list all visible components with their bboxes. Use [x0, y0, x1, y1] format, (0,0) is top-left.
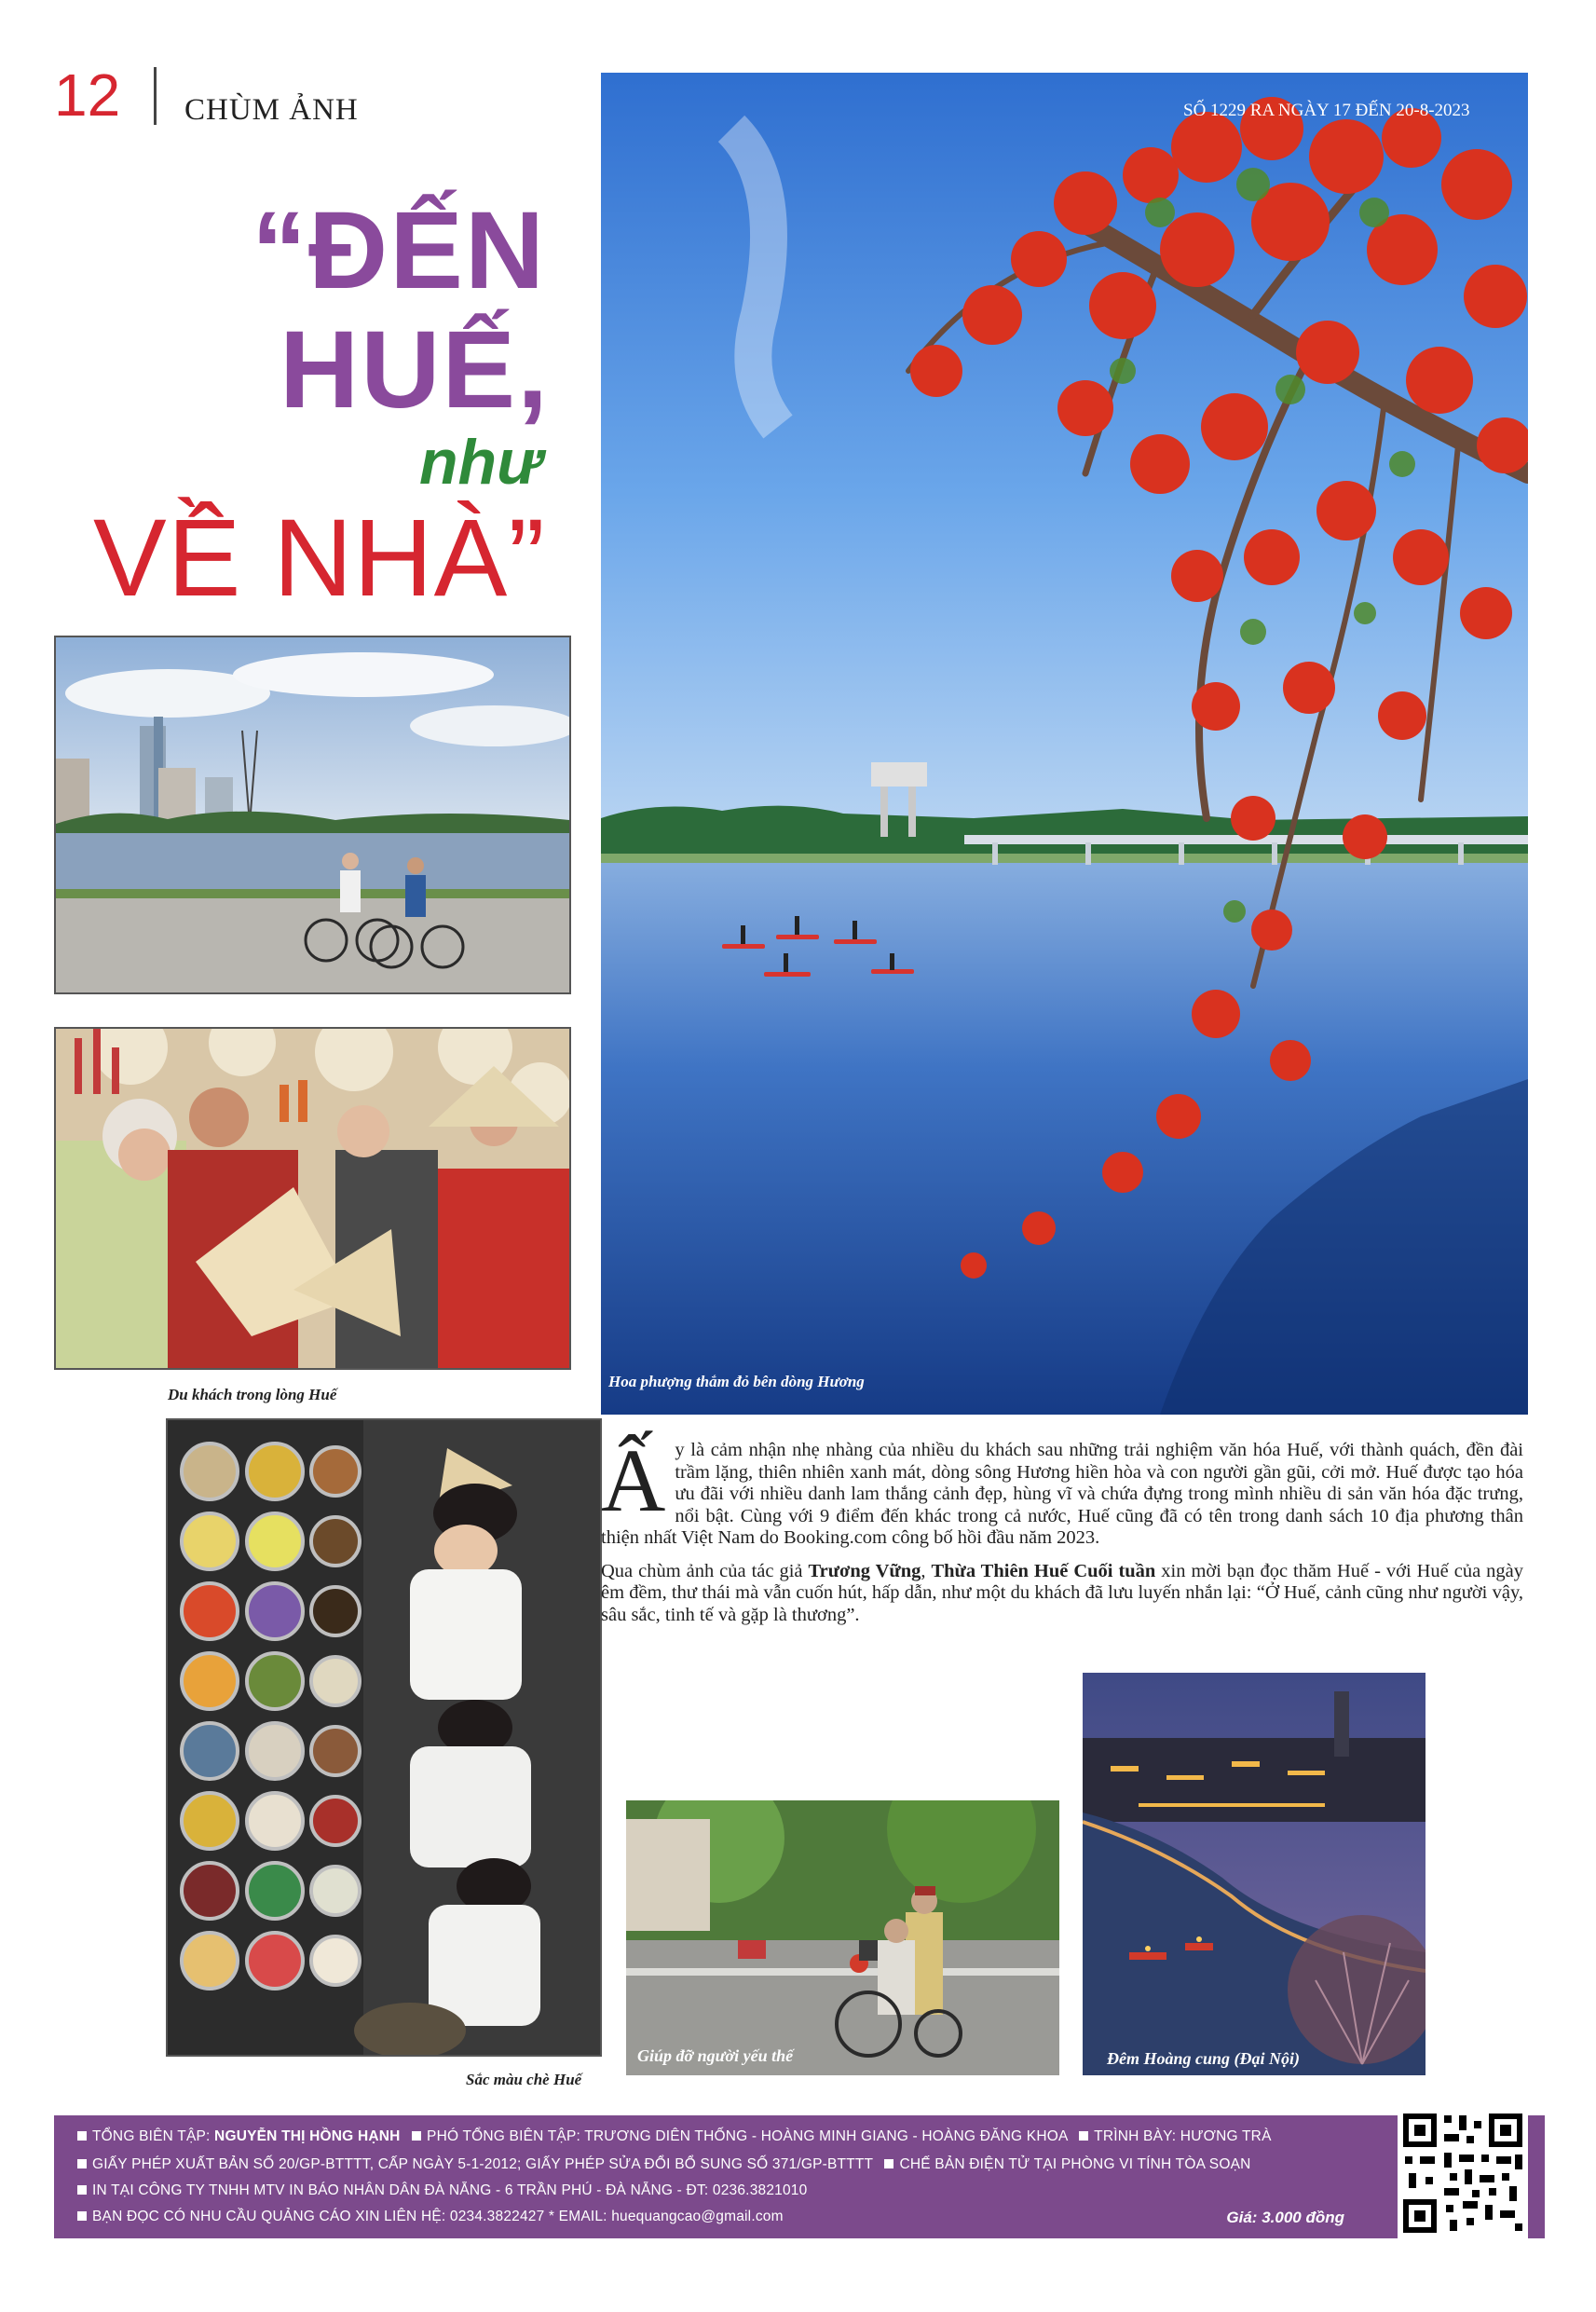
- flamboyant-river-scene: [601, 73, 1528, 1415]
- headline-line-2: HUẾ,: [280, 308, 550, 431]
- ad-email[interactable]: huequangcao@gmail.com: [611, 2209, 784, 2224]
- price-label: Giá: 3.000 đồng: [1226, 2209, 1344, 2226]
- photo-che: [166, 1418, 602, 2057]
- footer-line-1: TỔNG BIÊN TẬP: NGUYỄN THỊ HỒNG HẠNH PHÓ TỔNG BIÊN TẬP: TRƯƠNG DIÊN THỐNG - HOÀNG MINH GIANG - HOÀNG ĐĂNG KHOA TRÌNH BÀY: HƯƠNG TRÀ: [77, 2128, 1272, 2145]
- main-photo-caption: Hoa phượng thắm đỏ bên dòng Hương: [608, 1373, 865, 1390]
- night-caption: Đêm Hoàng cung (Đại Nội): [1107, 2049, 1300, 2068]
- editor-in-chief: NGUYỄN THỊ HỒNG HẠNH: [214, 2128, 401, 2144]
- headline-line-4: VỀ NHÀ”: [93, 497, 546, 620]
- bullet-icon: [1079, 2131, 1088, 2141]
- bullet-icon: [77, 2211, 87, 2221]
- night-palace-scene: [1083, 1673, 1425, 2075]
- bullet-icon: [412, 2131, 421, 2141]
- footer-line-3: IN TẠI CÔNG TY TNHH MTV IN BÁO NHÂN DÂN ĐÀ NẴNG - 6 TRẦN PHÚ - ĐÀ NẴNG - ĐT: 0236.3821010: [77, 2182, 807, 2199]
- che-caption: Sắc màu chè Huế: [466, 2071, 582, 2088]
- page-number: 12: [54, 62, 121, 129]
- article-paragraph-1: [601, 1430, 1523, 1550]
- bullet-icon: [884, 2159, 893, 2168]
- qr-code-icon[interactable]: [1398, 2108, 1528, 2238]
- photo-night: [1083, 1673, 1425, 2075]
- footer-line-2: GIẤY PHÉP XUẤT BẢN SỐ 20/GP-BTTTT, CẤP NGÀY 5-1-2012; GIẤY PHÉP SỬA ĐỔI BỔ SUNG SỐ 371/GP-BTTTT CHẾ BẢN ĐIỆN TỬ TẠI PHÒNG VI TÍNH TÒA SOẠN: [77, 2156, 1251, 2173]
- section-label: CHÙM ẢNH: [184, 93, 359, 127]
- che-overhead-scene: [168, 1420, 600, 2055]
- author-name: Trương Vững: [808, 1560, 921, 1581]
- article-paragraph-1-text: y là cảm nhận nhẹ nhàng của nhiều du khách sau những trải nghiệm văn hóa Huế, với thành quách, đền đài trầm lặng, thiên nhiên xanh mát, dòng sông Hương hiền hòa và con người gần gũi, cởi mở. Huế được tạo hóa ưu đãi với nhiều danh lam thắng cảnh đẹp, hùng vĩ và chứa đựng trong mình nhiều di sản văn hóa đặc trưng, nổi bật. Cùng với 9 điểm đến khác trong cả nước, Huế cũng đã có tên trong danh sách 10 địa phương thân thiện nhất Việt Nam do Booking.com công bố hồi đầu năm 2023.: [601, 1440, 1523, 1548]
- footer-line-4: BẠN ĐỌC CÓ NHU CẦU QUẢNG CÁO XIN LIÊN HỆ: 0234.3822427 * EMAIL: huequangcao@gmail.com: [77, 2209, 784, 2225]
- cyclists-river-scene: [56, 637, 569, 992]
- main-photo-flamboyant: [601, 73, 1528, 1415]
- qr-pattern: [1398, 2108, 1528, 2238]
- headline-line-1: “ĐẾN: [252, 189, 547, 312]
- footer-imprint: [54, 2115, 1545, 2238]
- drop-cap: Ấ: [601, 1430, 666, 1530]
- article-body: [601, 1430, 1523, 1637]
- article-paragraph-2: Qua chùm ảnh của tác giả Trương Vững, Thừa Thiên Huế Cuối tuần xin mời bạn đọc thăm Huế - với Huế của ngày êm đềm, thư thái mà vẫn cuốn hút, hấp dẫn, như một du khách đã lưu luyến nhắn lại: “Ở Huế, cảnh cũng như người vậy, sâu sắc, tinh tế và gặp là thương”.: [601, 1560, 1523, 1625]
- photo-cyclists: [54, 636, 571, 994]
- help-caption: Giúp đỡ người yếu thế: [637, 2046, 794, 2065]
- tourists-hats-scene: [56, 1029, 569, 1368]
- bullet-icon: [77, 2131, 87, 2141]
- publication-name: Thừa Thiên Huế Cuối tuần: [931, 1560, 1156, 1581]
- issue-line: SỐ 1229 RA NGÀY 17 ĐẾN 20-8-2023: [1183, 101, 1470, 120]
- photo-tourists: [54, 1027, 571, 1370]
- header-divider: [154, 67, 157, 125]
- wheelchair-street-scene: [626, 1800, 1059, 2075]
- tourists-caption: Du khách trong lòng Huế: [168, 1386, 337, 1403]
- bullet-icon: [77, 2185, 87, 2195]
- bullet-icon: [77, 2159, 87, 2168]
- photo-help: [626, 1800, 1059, 2075]
- headline-line-3: như: [419, 427, 542, 498]
